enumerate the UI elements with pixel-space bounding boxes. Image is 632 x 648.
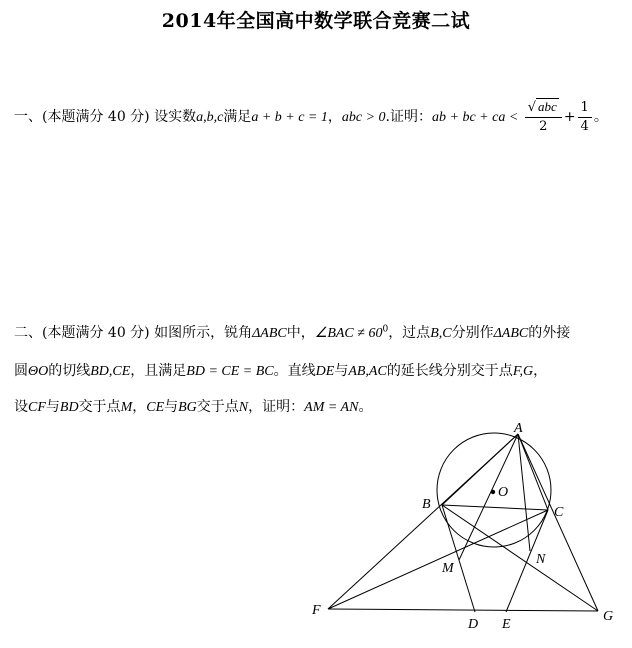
problem-1-text-prove: .证明： — [385, 109, 432, 125]
tangent-BD — [442, 505, 475, 612]
text: 圆 — [14, 363, 28, 379]
text: 的延长线分别交于点 — [386, 363, 513, 379]
segment-AM — [459, 434, 518, 560]
page-title: 2014年全国高中数学联合竞赛二试 — [161, 10, 471, 32]
problem-1-inequality: ab + bc + ca < — [432, 110, 519, 125]
label-N: N — [536, 552, 546, 567]
side-BC — [442, 505, 548, 510]
fraction-denominator: 4 — [580, 118, 589, 134]
text: 与 — [334, 363, 349, 379]
math-line: DE — [315, 364, 335, 379]
sqrt-argument: abc — [538, 99, 557, 114]
math-equality: BD = CE = BC — [186, 364, 274, 379]
label-A: A — [514, 421, 523, 436]
math-point: N — [238, 400, 249, 415]
line-AG — [518, 434, 598, 611]
text: 中， — [286, 325, 315, 341]
text: ， — [132, 399, 147, 415]
segment-AN — [518, 434, 530, 551]
text: 与 — [45, 399, 60, 415]
problem-1-vars: a,b,c — [196, 110, 224, 125]
text: ，过点 — [388, 325, 431, 341]
text: 的切线 — [48, 363, 91, 379]
circumcircle — [437, 433, 551, 547]
fraction-sqrt: $\frac{\text{√ abc}}{2}$ — [525, 98, 562, 136]
text: 与 — [164, 399, 179, 415]
math-point: M — [120, 400, 133, 415]
text: 交于点 — [78, 399, 121, 415]
plus-sign: + — [563, 109, 576, 125]
text: ， — [533, 363, 548, 379]
math-lines: AB,AC — [348, 364, 387, 379]
problem-1-condition-sum: a + b + c = 1 — [251, 110, 328, 125]
math-triangle: ΔABC — [252, 326, 287, 341]
math-line: CE — [146, 400, 165, 415]
center-dot — [491, 490, 495, 494]
text: ，证明： — [248, 399, 305, 415]
math-triangle: ΔABC — [493, 326, 529, 341]
label-F: F — [312, 603, 321, 618]
text: 。直线 — [273, 363, 316, 379]
text: 交于点 — [196, 399, 239, 415]
text: 设 — [14, 399, 28, 415]
math-points: B,C — [430, 326, 452, 341]
math-circle: ΘO — [28, 364, 49, 379]
math-degree: 0 — [382, 324, 389, 335]
math-line: BG — [178, 400, 197, 415]
problem-1-text: 满足 — [223, 109, 252, 125]
line-CF — [328, 510, 548, 609]
text: 。 — [358, 399, 373, 415]
problem-1-sep: ， — [327, 109, 342, 125]
math-goal: AM = AN — [304, 400, 359, 415]
problem-1-condition-product: abc > 0 — [341, 110, 386, 125]
math-line: BD — [59, 400, 79, 415]
text: ，且满足 — [130, 363, 187, 379]
math-line: CF — [28, 400, 46, 415]
label-D: D — [468, 617, 479, 632]
side-AC — [518, 434, 548, 510]
fraction-numerator: 1 — [578, 99, 592, 118]
text: 二、(本题满分 40 分) 如图所示，锐角 — [14, 325, 253, 341]
label-B: B — [422, 497, 431, 512]
problem-1-end: 。 — [593, 109, 608, 125]
label-E: E — [502, 617, 511, 632]
label-C: C — [554, 505, 564, 520]
fraction-denominator: 2 — [539, 119, 548, 134]
text: 分别作 — [451, 325, 494, 341]
text: 的外接 — [528, 325, 571, 341]
label-G: G — [603, 609, 614, 624]
math-points: F,G — [512, 364, 534, 379]
problem-1-prefix: 一、(本题满分 40 分) 设实数 — [14, 109, 197, 125]
math-tangents: BD,CE — [90, 364, 131, 379]
line-FG — [328, 609, 598, 611]
math-angle: ∠BAC ≠ 60 — [314, 326, 383, 341]
label-O: O — [498, 485, 509, 500]
line-BG — [442, 505, 598, 611]
label-M: M — [442, 561, 454, 576]
